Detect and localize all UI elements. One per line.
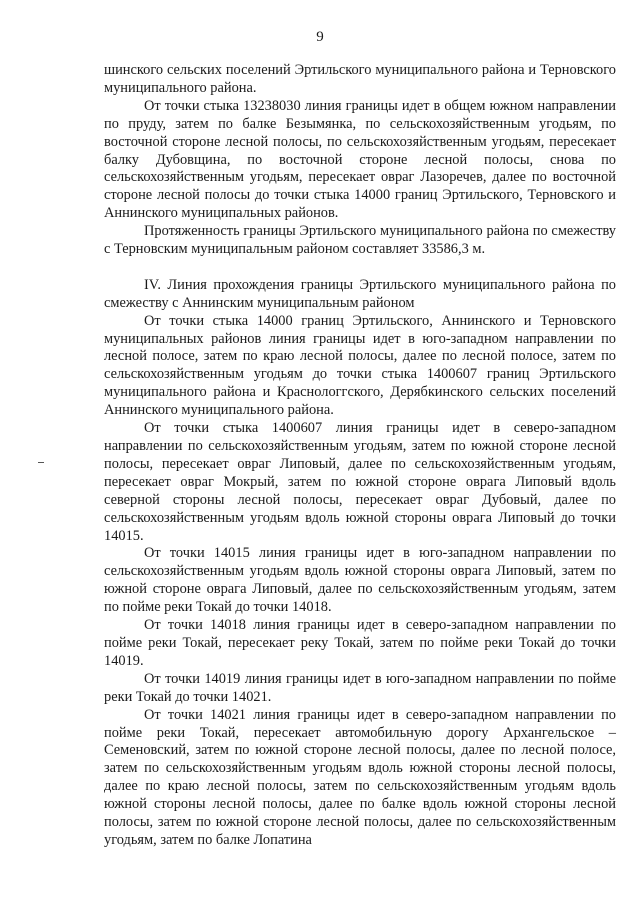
paragraph-point-14018: От точки 14018 линия границы идет в северо-западном направлении по пойме реки Токай, пересекает реку Токай, затем по пойме реки Токай до точки 14019. [104, 617, 616, 669]
paragraph-continuation: шинского сельских поселений Эртильского муниципального района и Терновского муниципального района. [104, 62, 616, 96]
paragraph-point-14000: От точки стыка 14000 границ Эртильского, Аннинского и Терновского муниципальных районов линия границы идет в юго-западном направлении по лесной полосе, затем по краю лесной полосы, далее по лесной полосе, затем по сельскохозяйственным угодьям до точки стыка 1400607 границ Эртильского муниципального района и Краснологгского, Дерябкинского сельских поселений Аннинского муниципального района. [104, 312, 616, 419]
margin-mark [38, 462, 44, 463]
paragraph-ternovsky-length: Протяженность границы Эртильского муниципального района по смежеству с Терновским муниципальным районом составляет 33586,3 м. [104, 223, 616, 258]
section-heading-iv: IV. Линия прохождения границы Эртильского муниципального района по смежеству с Аннинским муниципальным районом [104, 276, 616, 311]
paragraph-point-13238030: От точки стыка 13238030 линия границы идет в общем южном направлении по пруду, затем по балке Безымянка, по сельскохозяйственным угодьям, по восточной стороне лесной полосы, по сельскохозяйственным угодьям, пересекает балку Дубовщина, по восточной стороне лесной полосы, снова по сельскохозяйственным угодьям, пересекает овраг Лазоречев, далее по восточной стороне лесной полосы до точки стыка 14000 границ Эртильского, Терновского и Аннинского муниципальных районов. [104, 97, 616, 222]
document-body [104, 62, 616, 850]
paragraph-point-14019: От точки 14019 линия границы идет в юго-западном направлении по пойме реки Токай до точки 14021. [104, 670, 616, 705]
paragraph-point-14015: От точки 14015 линия границы идет в юго-западном направлении по сельскохозяйственным угодьям вдоль южной стороны оврага Липовый, затем по южной стороне оврага Липовый, далее по сельскохозяйственным угодьям, затем по пойме реки Токай до точки 14018. [104, 545, 616, 616]
paragraph-point-14021: От точки 14021 линия границы идет в северо-западном направлении по пойме реки Токай, пересекает автомобильную дорогу Архангельское – Семеновский, затем по южной стороне лесной полосы, далее по лесной полосе, затем по сельскохозяйственным угодьям вдоль южной стороны лесной полосы, далее по краю лесной полосы, затем по сельскохозяйственным угодьям вдоль южной стороны лесной полосы, далее по балке вдоль южной стороны лесной полосы, затем по южной стороне лесной полосы, далее по сельскохозяйственным угодьям, затем по балке Лопатина [104, 706, 616, 848]
paragraph-point-1400607: От точки стыка 1400607 линия границы идет в северо-западном направлении по сельскохозяйственным угодьям, затем по южной стороне лесной полосы, пересекает овраг Липовый, далее по сельскохозяйственным угодьям, пересекает овраг Мокрый, затем по южной стороне оврага Липовый вдоль северной стороны лесной полосы, пересекает овраг Дубовый, далее по сельскохозяйственным угодьям вдоль южной стороны оврага Липовый до точки 14015. [104, 420, 616, 544]
page-number: 9 [316, 29, 324, 45]
